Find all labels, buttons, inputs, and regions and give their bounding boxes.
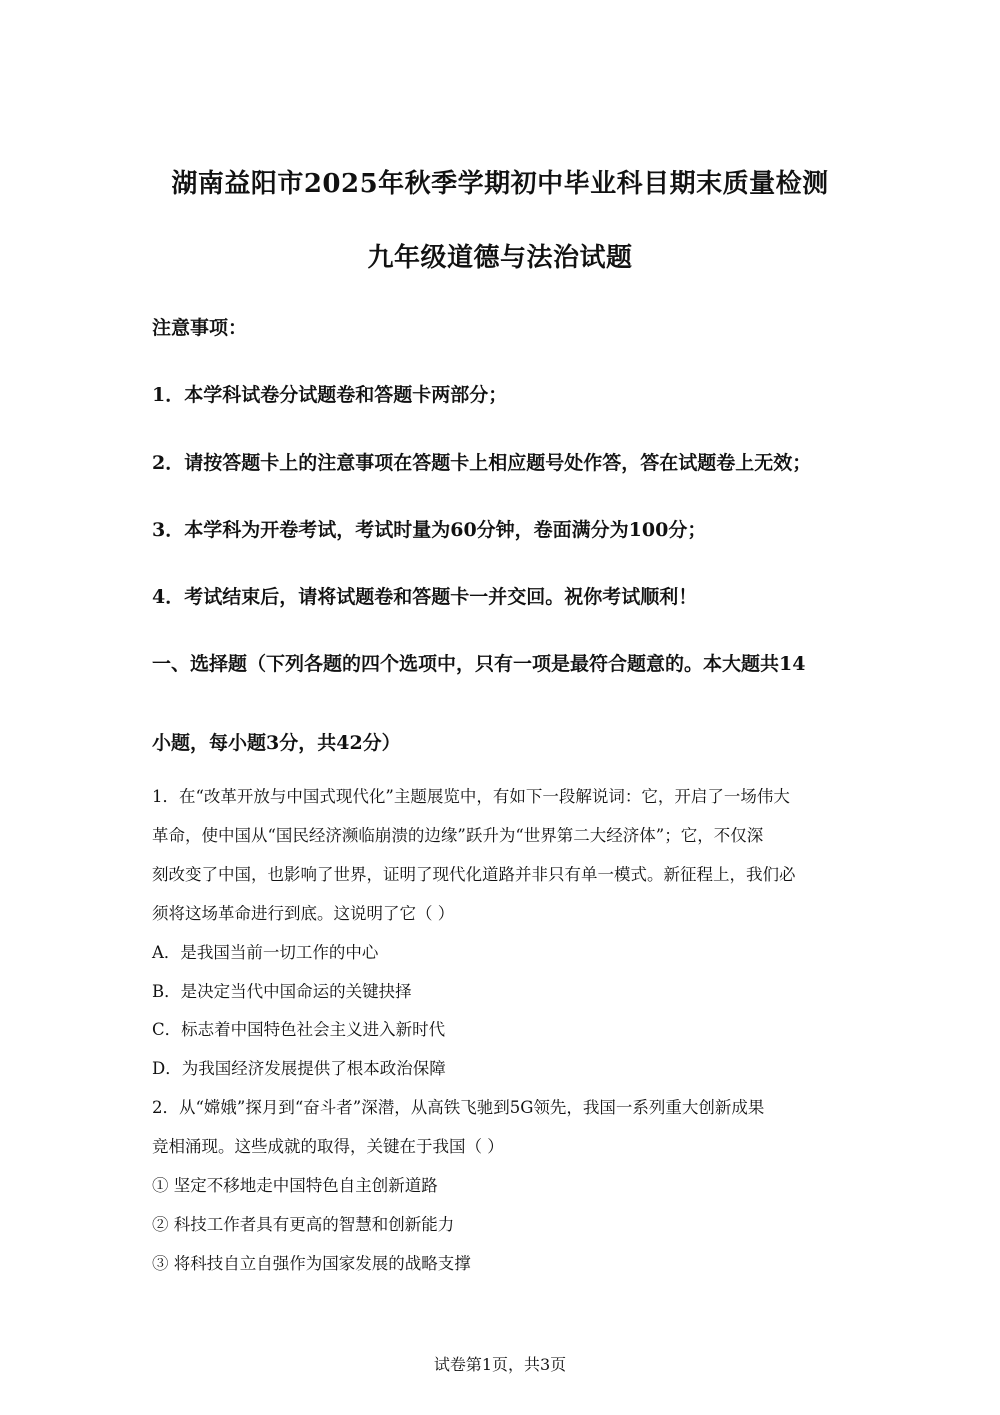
option-b: B．是决定当代中国命运的关键抉择: [152, 982, 412, 1001]
section-heading-continued: 小题，每小题3分，共42分）: [152, 732, 401, 754]
option-d: D．为我国经济发展提供了根本政治保障: [152, 1059, 446, 1078]
statement-item: ③ 将科技自立自强作为国家发展的战略支撑: [152, 1254, 471, 1273]
section-heading: 一、选择题（下列各题的四个选项中，只有一项是最符合题意的。本大题共14: [152, 653, 806, 675]
question-stem-line: 须将这场革命进行到底。这说明了它（ ）: [152, 904, 455, 923]
notice-item: 2．请按答题卡上的注意事项在答题卡上相应题号处作答，答在试题卷上无效；: [152, 452, 812, 474]
statement-item: ① 坚定不移地走中国特色自主创新道路: [152, 1176, 438, 1195]
exam-subtitle: 九年级道德与法治试题: [367, 243, 633, 273]
question-stem-line: 竞相涌现。这些成就的取得，关键在于我国（ ）: [152, 1137, 504, 1156]
notice-item: 1．本学科试卷分试题卷和答题卡两部分；: [152, 384, 508, 406]
question-stem-line: 刻改变了中国，也影响了世界，证明了现代化道路并非只有单一模式。新征程上，我们必: [152, 865, 796, 884]
option-a: A．是我国当前一切工作的中心: [152, 943, 379, 962]
notice-item: 4．考试结束后，请将试题卷和答题卡一并交回。祝你考试顺利！: [152, 586, 698, 608]
page-number: 试卷第1页，共3页: [433, 1355, 567, 1374]
question-stem-line: 2．从“嫦娥”探月到“奋斗者”深潜，从高铁飞驰到5G领先，我国一系列重大创新成果: [152, 1098, 765, 1117]
notice-item: 3．本学科为开卷考试，考试时量为60分钟，卷面满分为100分；: [152, 519, 707, 541]
question-stem-line: 革命，使中国从“国民经济濒临崩溃的边缘”跃升为“世界第二大经济体”；它，不仅深: [152, 826, 764, 845]
exam-title: 湖南益阳市2025年秋季学期初中毕业科目期末质量检测: [171, 169, 829, 199]
option-c: C．标志着中国特色社会主义进入新时代: [152, 1020, 446, 1039]
notice-heading: 注意事项：: [152, 317, 248, 339]
statement-item: ② 科技工作者具有更高的智慧和创新能力: [152, 1215, 455, 1234]
question-stem-line: 1．在“改革开放与中国式现代化”主题展览中，有如下一段解说词：它，开启了一场伟大: [152, 787, 790, 806]
